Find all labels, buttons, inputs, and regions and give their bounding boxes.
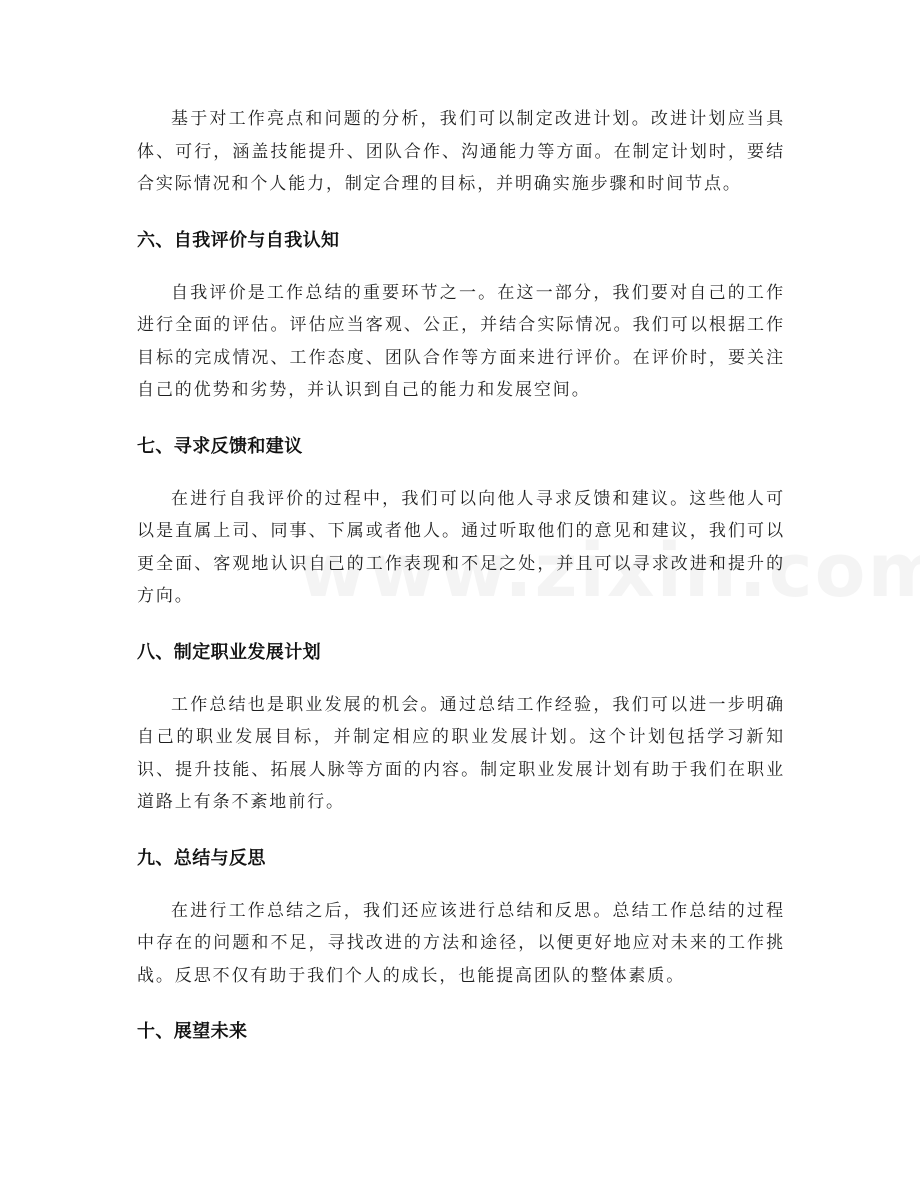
section-heading-9: 九、总结与反思: [137, 847, 266, 869]
section-heading-6: 六、自我评价与自我认知: [137, 229, 340, 251]
intro-paragraph: 基于对工作亮点和问题的分析，我们可以制定改进计划。改进计划应当具体、可行，涵盖技能提升、团队合作、沟通能力等方面。在制定计划时，要结合实际情况和个人能力，制定合理的目标，并明确实施步骤和时间节点。: [137, 109, 785, 194]
section-heading-7: 七、寻求反馈和建议: [137, 435, 303, 457]
document-body: [137, 103, 785, 1045]
section-body-9: 在进行工作总结之后，我们还应该进行总结和反思。总结工作总结的过程中存在的问题和不足，寻找改进的方法和途径，以便更好地应对未来的工作挑战。反思不仅有助于我们个人的成长，也能提高团队的整体素质。: [137, 900, 785, 986]
section-body-8: 工作总结也是职业发展的机会。通过总结工作经验，我们可以进一步明确自己的职业发展目标，并制定相应的职业发展计划。这个计划包括学习新知识、提升技能、拓展人脉等方面的内容。制定职业发展计划有助于我们在职业道路上有条不紊地前行。: [137, 694, 785, 812]
section-body-7: 在进行自我评价的过程中，我们可以向他人寻求反馈和建议。这些他人可以是直属上司、同事、下属或者他人。通过听取他们的意见和建议，我们可以更全面、客观地认识自己的工作表现和不足之处，并且可以寻求改进和提升的方向。: [137, 488, 785, 606]
section-heading-8: 八、制定职业发展计划: [137, 641, 321, 663]
section-heading-10: 十、展望未来: [137, 1021, 248, 1042]
section-body-6: 自我评价是工作总结的重要环节之一。在这一部分，我们要对自己的工作进行全面的评估。评估应当客观、公正，并结合实际情况。我们可以根据工作目标的完成情况、工作态度、团队合作等方面来进行评价。在评价时，要关注自己的优势和劣势，并认识到自己的能力和发展空间。: [137, 282, 785, 400]
